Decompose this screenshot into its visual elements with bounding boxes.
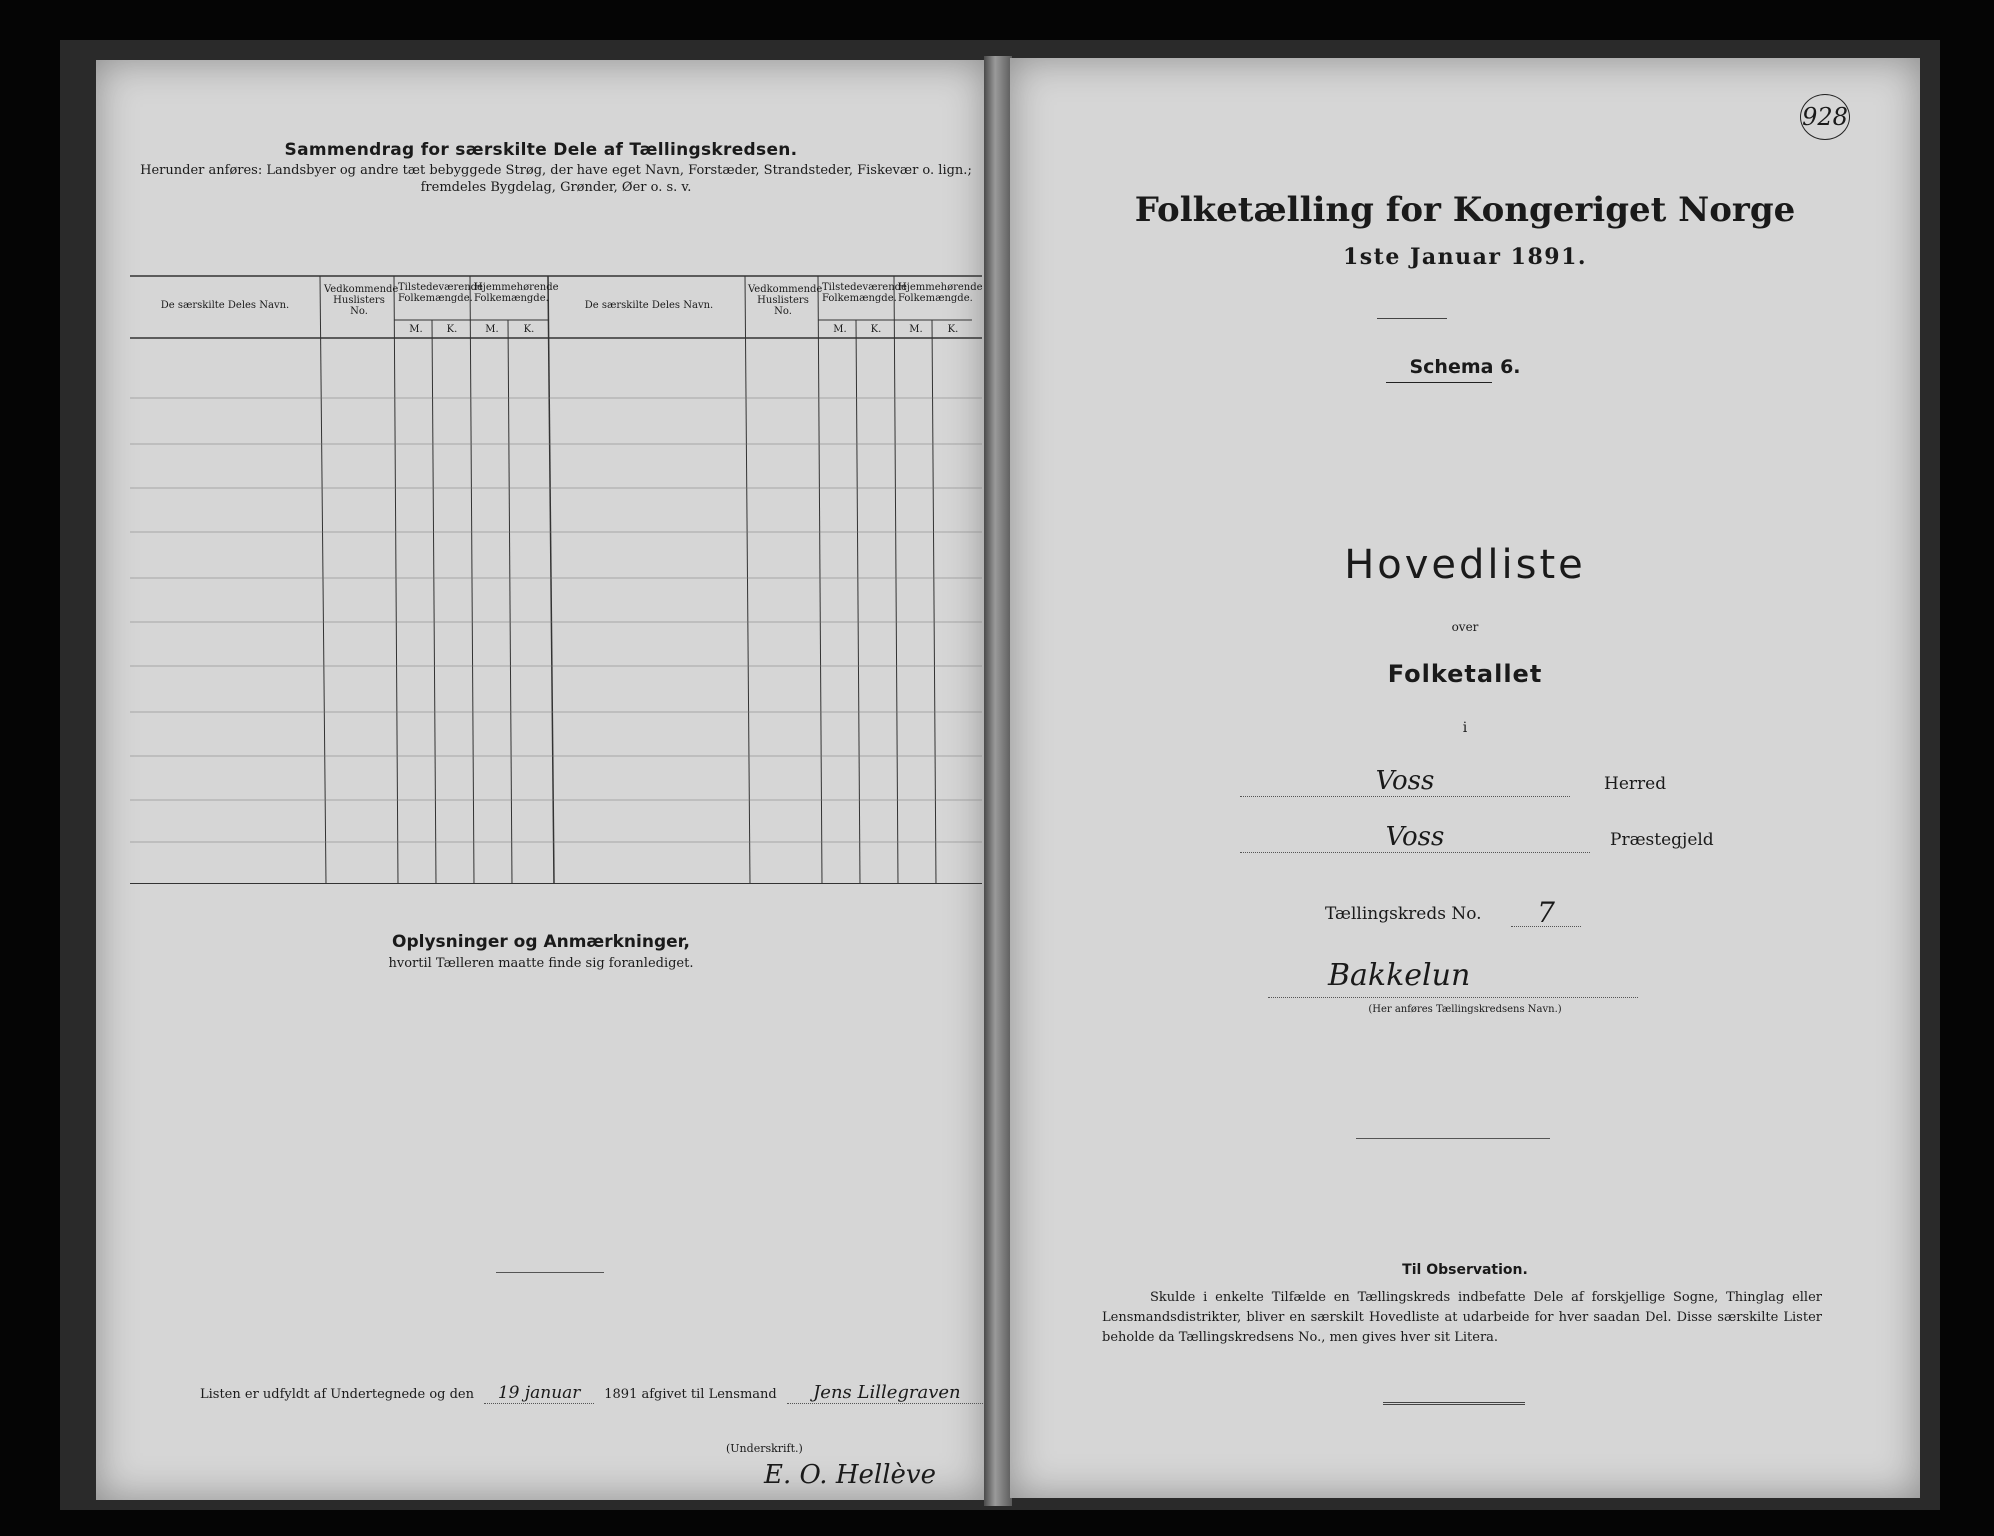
table-grid — [130, 214, 982, 884]
kreds-row — [1325, 896, 1725, 930]
col-header-huslister: Vedkommende Huslisters No. — [324, 284, 399, 317]
herred-value: Voss — [1240, 766, 1570, 797]
col-header-tilstede-2: Tilstedeværende Folkemængde. — [822, 282, 907, 304]
main-title: Folketælling for Kongeriget Norge — [1134, 190, 1796, 230]
kreds-label: Tællingskreds No. — [1325, 904, 1482, 924]
left-page — [96, 60, 986, 1500]
col-header-m: M. — [409, 324, 423, 335]
census-date: 1ste Januar 1891. — [1342, 244, 1588, 270]
signature-label: (Underskrift.) — [726, 1442, 803, 1455]
prestegjeld-label: Præstegjeld — [1610, 830, 1714, 850]
hovedliste-title: Hovedliste — [1344, 542, 1586, 588]
col-header-m: M. — [485, 324, 499, 335]
summary-title: Sammendrag for særskilte Dele af Tællingskredsen. — [284, 140, 798, 160]
observation-title: Til Observation. — [1402, 1262, 1528, 1278]
i-word: i — [1462, 720, 1468, 736]
observation-text: Skulde i enkelte Tilfælde en Tællingskreds indbefatte Dele af forskjellige Sogne, Thinglag eller Lensmandsdistrikter, bliver en særskilt Hovedliste at udarbeide for hver saadan Del. Disse særskilte Lister beholde da Tællingskredsens No., men gives hver sit Litera. — [1102, 1290, 1822, 1345]
divider — [496, 1272, 604, 1273]
prestegjeld-row — [1240, 822, 1720, 856]
kreds-name: Bakkelun — [1268, 958, 1638, 998]
divider — [1386, 382, 1492, 383]
col-header-name-2: De særskilte Deles Navn. — [584, 300, 714, 311]
filled-line — [200, 1382, 990, 1404]
right-page — [1010, 58, 1920, 1498]
col-header-k: K. — [947, 324, 959, 335]
col-header-k: K. — [523, 324, 535, 335]
col-header-hjemme-2: Hjemmehørende Folkemængde. — [898, 282, 983, 304]
kreds-name-caption: (Her anføres Tællingskredsens Navn.) — [1368, 1004, 1562, 1015]
over-word: over — [1451, 620, 1479, 634]
col-header-k: K. — [446, 324, 458, 335]
herred-label: Herred — [1604, 774, 1667, 794]
notes-title: Oplysninger og Anmærkninger, — [392, 932, 690, 952]
col-header-tilstede: Tilstedeværende Folkemængde. — [398, 282, 483, 304]
folketallet-title: Folketallet — [1387, 660, 1543, 688]
signature: E. O. Hellève — [764, 1460, 936, 1490]
notes-subtitle: hvortil Tælleren maatte finde sig foranlediget. — [388, 956, 694, 971]
kreds-value: 7 — [1511, 896, 1581, 927]
divider — [1377, 318, 1447, 319]
schema-label: Schema 6. — [1409, 356, 1521, 378]
filled-prefix: Listen er udfyldt af Undertegnede og den — [200, 1387, 474, 1402]
lensmand-name: Jens Lillegraven — [787, 1382, 987, 1404]
prestegjeld-value: Voss — [1240, 822, 1590, 853]
col-header-huslister-2: Vedkommende Huslisters No. — [748, 284, 823, 317]
col-header-m: M. — [833, 324, 847, 335]
herred-row — [1240, 766, 1680, 800]
col-header-name: De særskilte Deles Navn. — [160, 300, 290, 311]
divider — [1383, 1402, 1525, 1405]
col-header-k: K. — [870, 324, 882, 335]
book-spine — [984, 56, 1012, 1506]
summary-table — [130, 214, 982, 884]
filled-year: 1891 afgivet til Lensmand — [604, 1387, 777, 1402]
summary-note: Herunder anføres: Landsbyer og andre tæt bebyggede Strøg, der have eget Navn, Forstæder, Strandsteder, Fiskevær o. lign.; fremdeles Bygdelag, Grønder, Øer o. s. v. — [140, 163, 972, 195]
divider — [1356, 1138, 1550, 1139]
col-header-hjemme: Hjemmehørende Folkemængde. — [474, 282, 559, 304]
col-header-m: M. — [909, 324, 923, 335]
page-number: 928 — [1800, 94, 1850, 140]
filled-date: 19 januar — [484, 1383, 594, 1404]
